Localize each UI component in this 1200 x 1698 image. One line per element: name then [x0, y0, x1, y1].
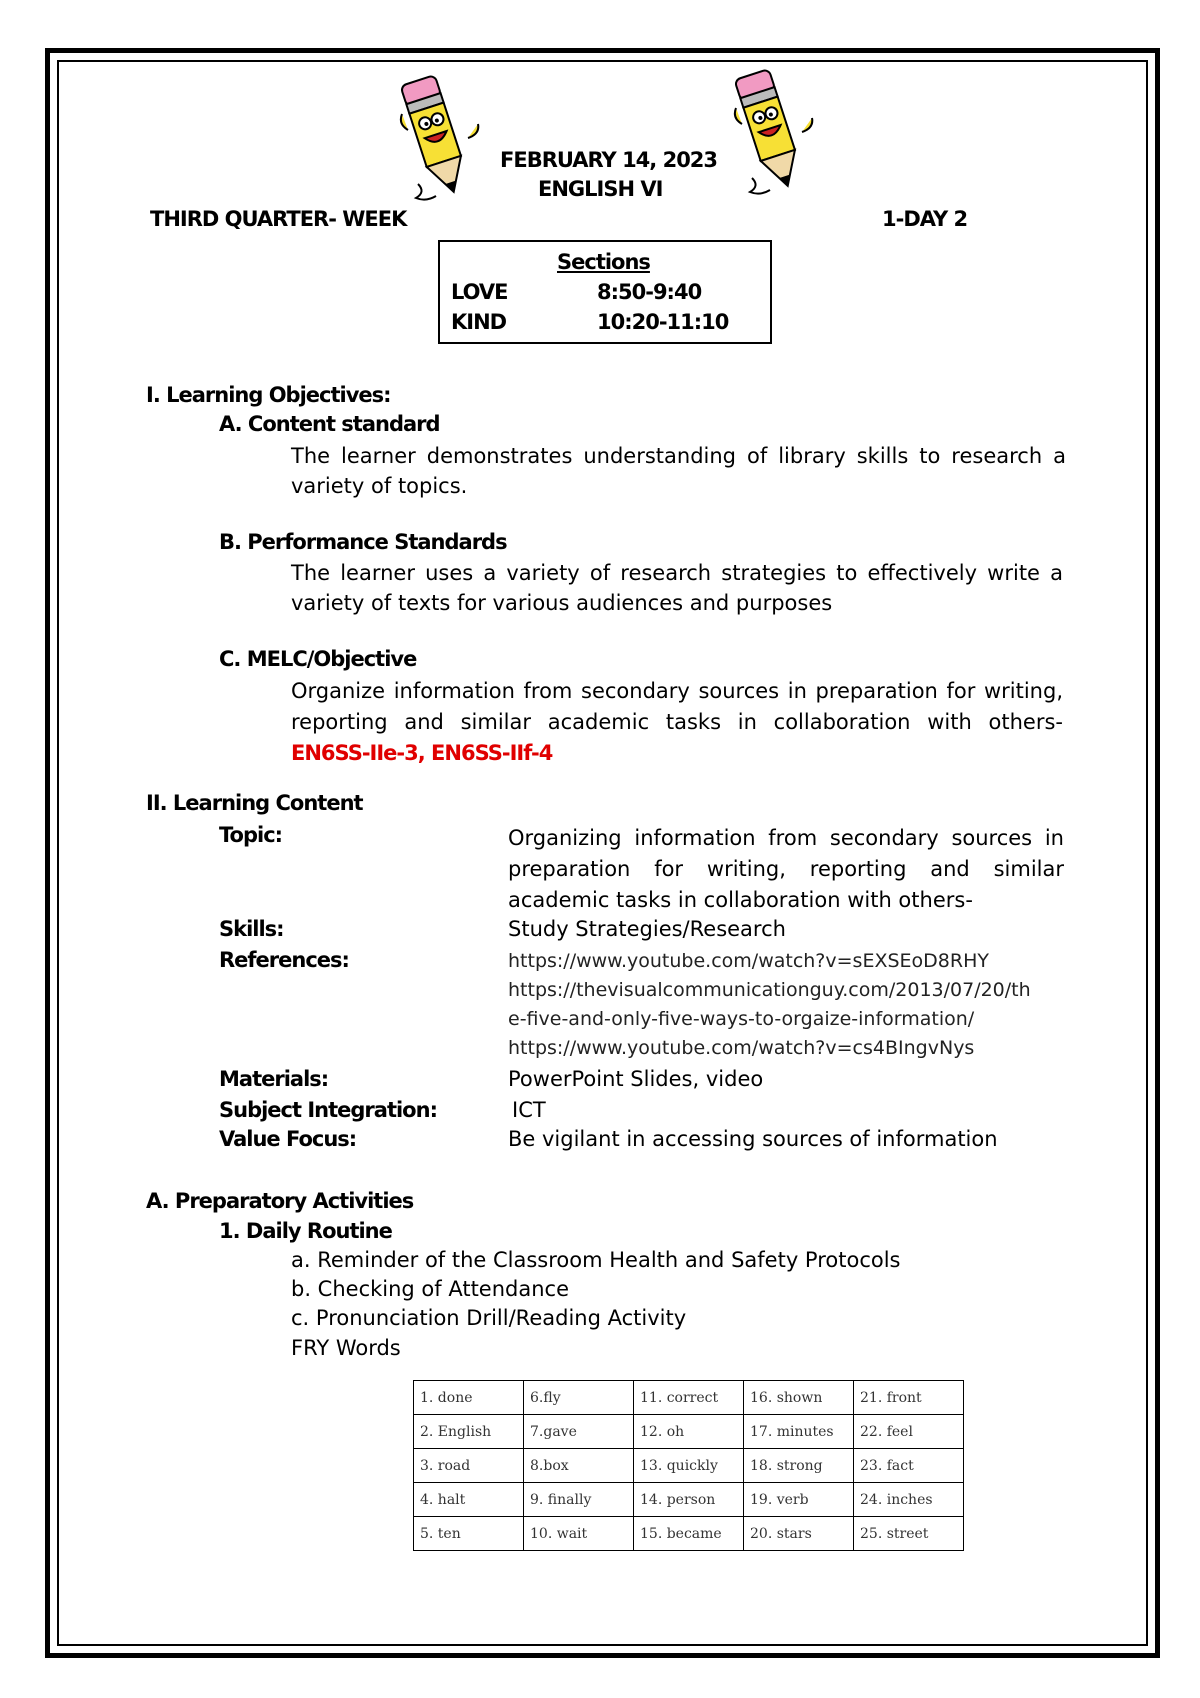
fry-word-cell: 21. front — [854, 1381, 964, 1415]
fry-word-cell: 4. halt — [414, 1483, 524, 1517]
fry-word-cell: 13. quickly — [634, 1449, 744, 1483]
reference-link[interactable]: https://thevisualcommunicationguy.com/2013/07/20/th — [508, 979, 1031, 1001]
daily-routine-heading: 1. Daily Routine — [219, 1219, 392, 1243]
materials-value: PowerPoint Slides, video — [508, 1067, 764, 1091]
skills-value: Study Strategies/Research — [508, 917, 786, 941]
fry-word-cell: 6.fly — [524, 1381, 634, 1415]
fry-word-cell: 22. feel — [854, 1415, 964, 1449]
materials-label: Materials: — [219, 1067, 329, 1091]
fry-word-cell: 1. done — [414, 1381, 524, 1415]
melc-code: EN6SS-IIe-3, EN6SS-IIf-4 — [291, 741, 553, 765]
skills-label: Skills: — [219, 917, 284, 941]
section-name: KIND — [451, 310, 507, 334]
preparatory-heading: A. Preparatory Activities — [146, 1189, 414, 1213]
fry-word-cell: 25. street — [854, 1517, 964, 1551]
subject-title: ENGLISH VI — [538, 177, 663, 201]
week-day: 1-DAY 2 — [882, 207, 968, 231]
objectives-heading: I. Learning Objectives: — [146, 383, 391, 407]
references-label: References: — [219, 948, 349, 972]
fry-word-cell: 18. strong — [744, 1449, 854, 1483]
fry-words-table — [413, 1380, 964, 1551]
routine-item: b. Checking of Attendance — [291, 1277, 570, 1301]
fry-word-cell: 12. oh — [634, 1415, 744, 1449]
fry-word-cell: 23. fact — [854, 1449, 964, 1483]
fry-word-cell: 10. wait — [524, 1517, 634, 1551]
pencil-mascot-left-icon — [388, 72, 488, 207]
melc-text — [291, 676, 1063, 769]
learning-content-heading: II. Learning Content — [146, 791, 363, 815]
table-row — [414, 1483, 964, 1517]
fry-words-label: FRY Words — [291, 1336, 401, 1360]
value-focus-label: Value Focus: — [219, 1127, 357, 1151]
pencil-mascot-right-icon — [722, 66, 822, 201]
fry-word-cell: 11. correct — [634, 1381, 744, 1415]
fry-word-cell: 2. English — [414, 1415, 524, 1449]
reference-link[interactable]: https://www.youtube.com/watch?v=cs4BIngvNys — [508, 1037, 975, 1059]
melc-heading: C. MELC/Objective — [219, 647, 417, 671]
value-focus-value: Be vigilant in accessing sources of information — [508, 1127, 998, 1151]
subject-integration-value: ICT — [512, 1098, 546, 1122]
fry-word-cell: 17. minutes — [744, 1415, 854, 1449]
topic-label: Topic: — [219, 823, 283, 847]
fry-word-cell: 20. stars — [744, 1517, 854, 1551]
subject-integration-label: Subject Integration: — [219, 1098, 437, 1122]
reference-link[interactable]: https://www.youtube.com/watch?v=sEXSEoD8RHY — [508, 950, 989, 972]
melc-objective-text: Organize information from secondary sources in preparation for writing, reporting and similar academic tasks in collaboration with others- — [291, 679, 1063, 734]
routine-item: c. Pronunciation Drill/Reading Activity — [291, 1306, 687, 1330]
fry-word-cell: 3. road — [414, 1449, 524, 1483]
section-name: LOVE — [451, 280, 508, 304]
fry-word-cell: 7.gave — [524, 1415, 634, 1449]
fry-word-cell: 15. became — [634, 1517, 744, 1551]
table-row — [414, 1415, 964, 1449]
content-standard-text: The learner demonstrates understanding of library skills to research a variety of topics. — [291, 444, 1066, 498]
sections-title: Sections — [557, 250, 650, 274]
fry-word-cell: 5. ten — [414, 1517, 524, 1551]
section-time: 8:50-9:40 — [597, 280, 702, 304]
fry-word-cell: 24. inches — [854, 1483, 964, 1517]
fry-word-cell: 16. shown — [744, 1381, 854, 1415]
topic-value: Organizing information from secondary sources in preparation for writing, reporting and similar academic tasks in collaboration with others- — [508, 826, 1064, 912]
table-row — [414, 1381, 964, 1415]
content-standard-heading: A. Content standard — [219, 412, 440, 436]
section-time: 10:20-11:10 — [597, 310, 729, 334]
reference-link-continued[interactable]: e-five-and-only-five-ways-to-orgaize-information/ — [508, 1008, 975, 1030]
routine-item: a. Reminder of the Classroom Health and Safety Protocols — [291, 1248, 901, 1272]
fry-word-cell: 14. person — [634, 1483, 744, 1517]
fry-word-cell: 9. finally — [524, 1483, 634, 1517]
performance-standards-text: The learner uses a variety of research strategies to effectively write a variety of texts for various audiences and purposes — [291, 561, 1063, 615]
fry-word-cell: 8.box — [524, 1449, 634, 1483]
table-row — [414, 1449, 964, 1483]
lesson-date: FEBRUARY 14, 2023 — [500, 148, 718, 172]
fry-word-cell: 19. verb — [744, 1483, 854, 1517]
performance-standards-heading: B. Performance Standards — [219, 530, 507, 554]
quarter-week: THIRD QUARTER- WEEK — [150, 207, 407, 231]
table-row — [414, 1517, 964, 1551]
